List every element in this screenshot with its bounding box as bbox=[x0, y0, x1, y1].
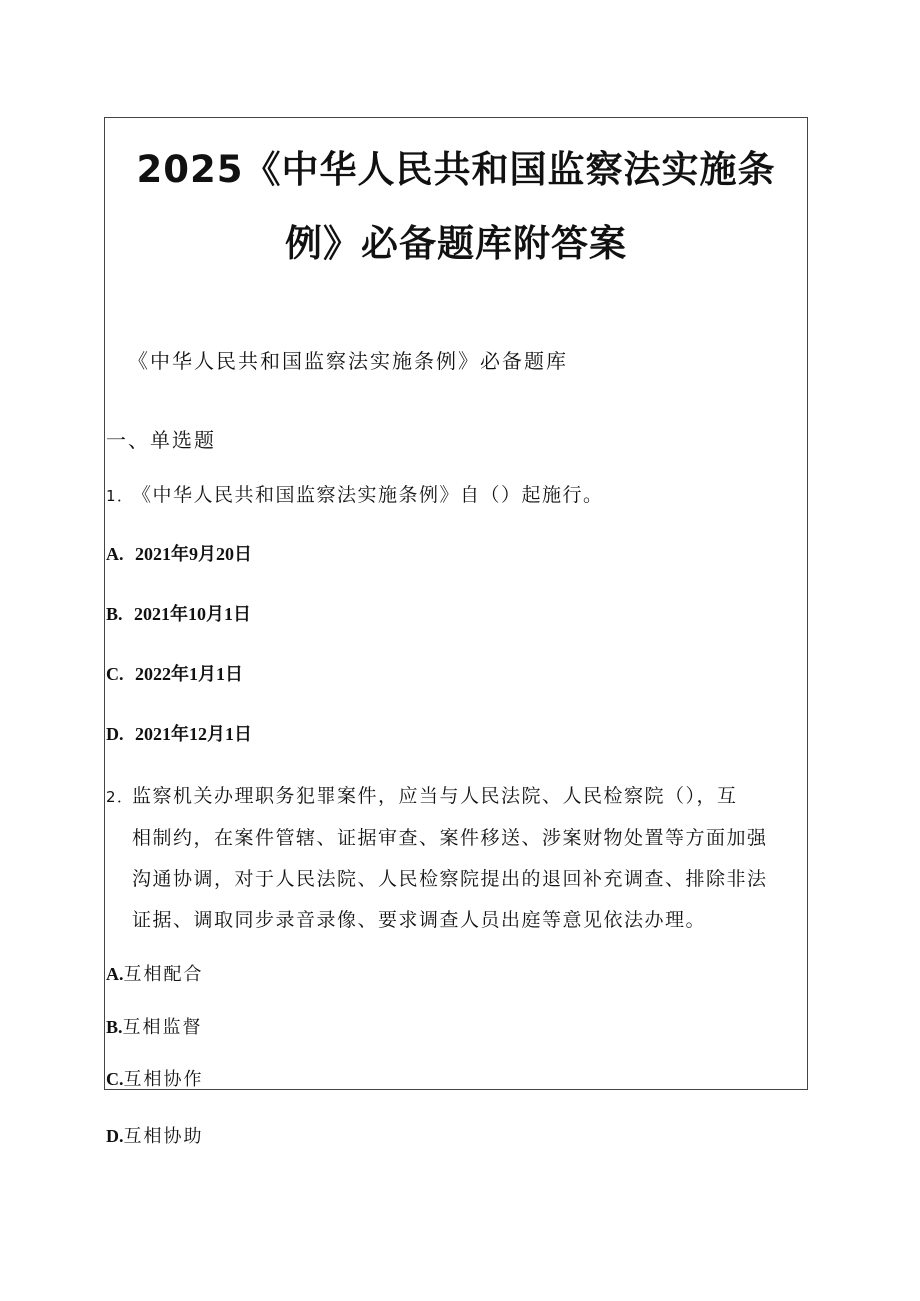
question-text: 《中华人民共和国监察法实施条例》自（）起施行。 bbox=[132, 484, 604, 506]
option-text: 互相协作 bbox=[123, 1069, 204, 1090]
question-2-option-b bbox=[106, 1013, 203, 1039]
question-2-stem bbox=[106, 776, 796, 941]
question-text-line: 证据、调取同步录音录像、要求调查人员出庭等意见依法办理。 bbox=[132, 909, 707, 931]
option-text: 2022年1月1日 bbox=[134, 664, 243, 684]
section-heading: 一、单选题 bbox=[106, 428, 216, 452]
question-1-option-b bbox=[106, 600, 251, 626]
option-letter: A. bbox=[106, 544, 124, 564]
question-1-stem bbox=[106, 480, 604, 507]
option-text: 互相协助 bbox=[123, 1126, 204, 1147]
document-subtitle: 《中华人民共和国监察法实施条例》必备题库 bbox=[128, 349, 568, 373]
question-2-option-c bbox=[106, 1065, 204, 1091]
option-letter: C. bbox=[106, 664, 124, 684]
option-letter: A. bbox=[106, 964, 124, 984]
question-number: 1． bbox=[106, 487, 134, 505]
option-text: 2021年9月20日 bbox=[134, 544, 252, 564]
option-letter: C. bbox=[106, 1069, 124, 1089]
option-letter: D. bbox=[106, 724, 124, 744]
question-2-option-d bbox=[106, 1122, 204, 1148]
question-text-line bbox=[106, 776, 796, 818]
option-letter: B. bbox=[106, 604, 123, 624]
question-number: 2． bbox=[106, 788, 134, 806]
question-2-option-a bbox=[106, 960, 204, 986]
option-letter: B. bbox=[106, 1017, 123, 1037]
question-text-line: 相制约，在案件管辖、证据审查、案件移送、涉案财物处置等方面加强 bbox=[132, 827, 768, 849]
question-1-option-a bbox=[106, 540, 252, 566]
question-text-line: 沟通协调，对于人民法院、人民检察院提出的退回补充调查、排除非法 bbox=[132, 868, 768, 890]
document-title-line2: 例》必备题库附答案 bbox=[285, 222, 627, 265]
document-title-line1: 2025《中华人民共和国监察法实施条 bbox=[136, 148, 776, 191]
question-1-option-d bbox=[106, 720, 252, 746]
option-text: 2021年12月1日 bbox=[134, 724, 252, 744]
option-text: 2021年10月1日 bbox=[133, 604, 251, 624]
question-text: 监察机关办理职务犯罪案件，应当与人民法院、人民检察院（），互 bbox=[132, 785, 738, 807]
option-letter: D. bbox=[106, 1126, 124, 1146]
question-1-option-c bbox=[106, 660, 243, 686]
option-text: 互相监督 bbox=[122, 1017, 203, 1038]
option-text: 互相配合 bbox=[123, 964, 204, 985]
